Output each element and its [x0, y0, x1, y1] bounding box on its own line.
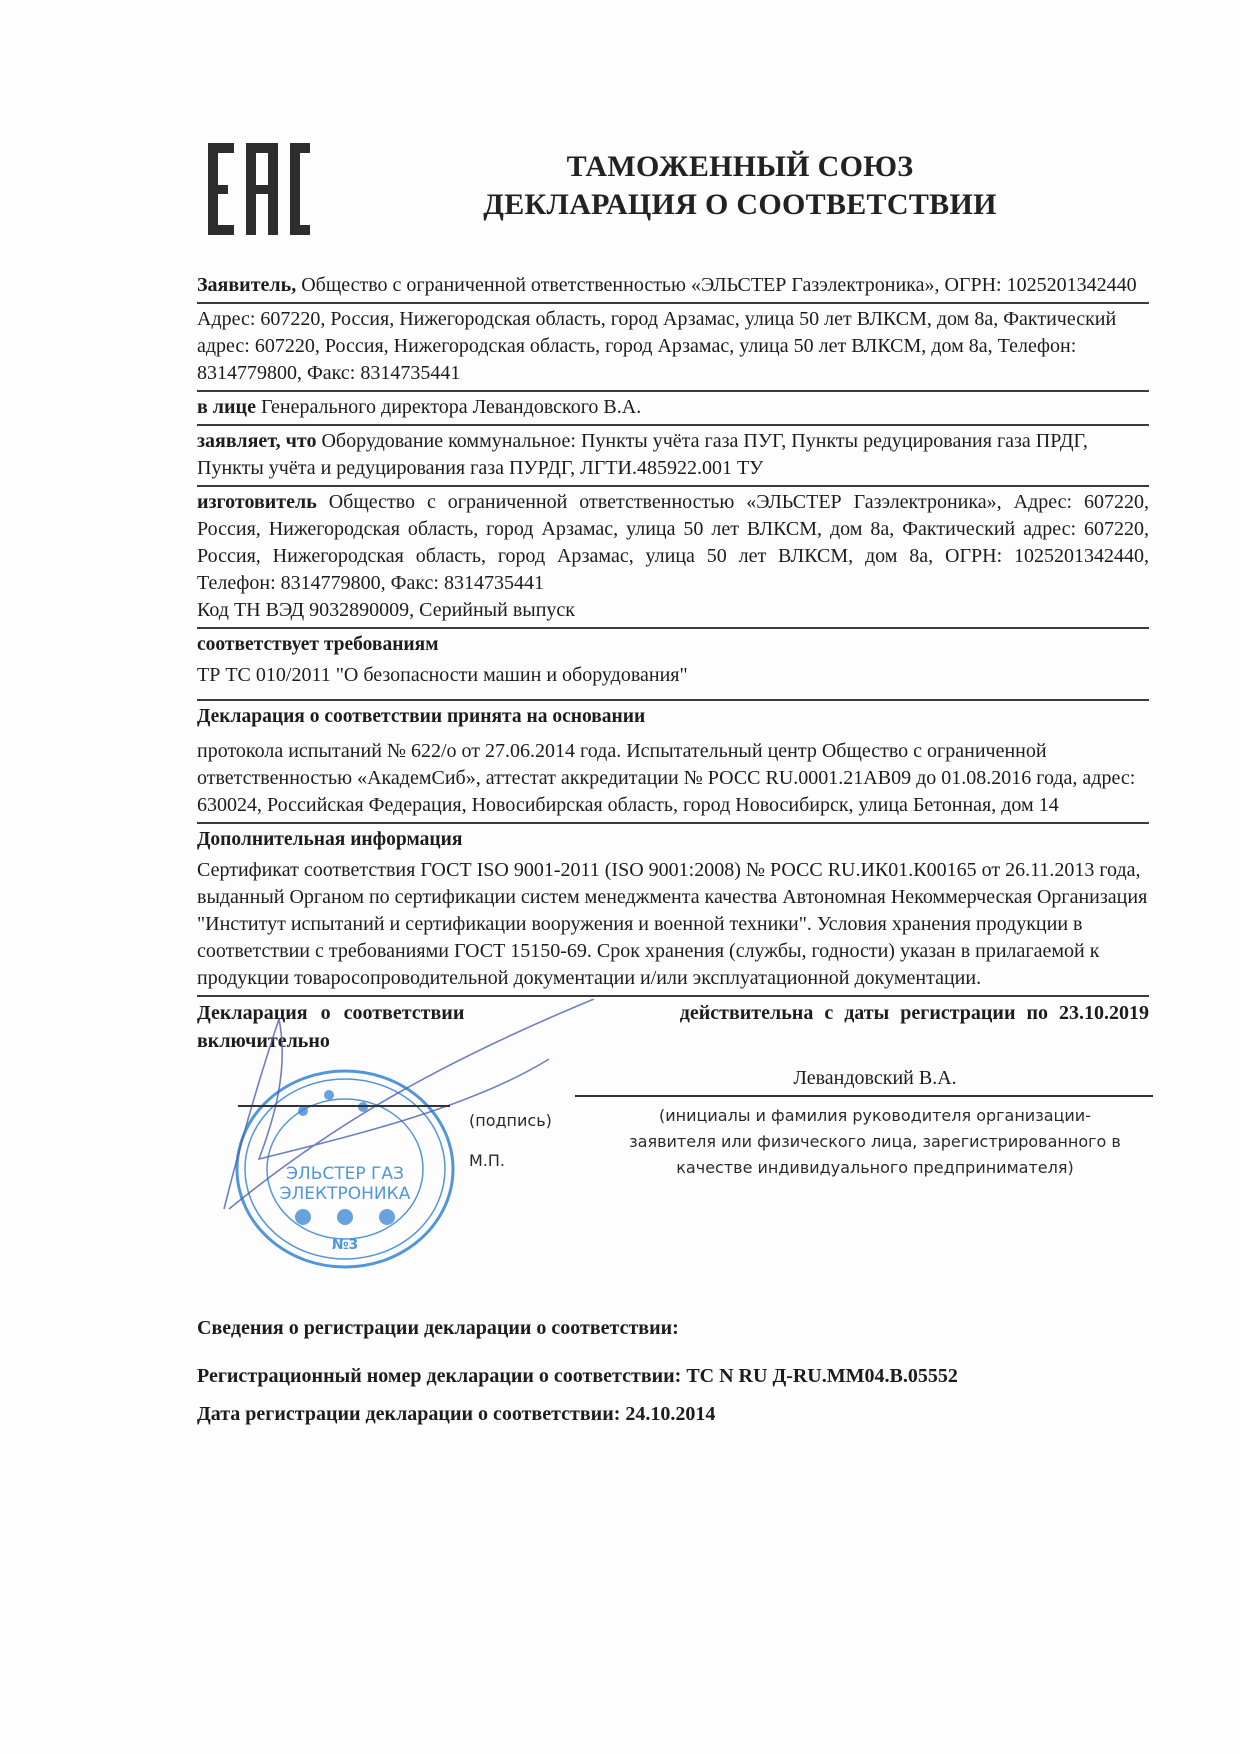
applicant-label: Заявитель, [197, 274, 297, 296]
additional-text: Сертификат соответствия ГОСТ ISO 9001-2011 (ISO 9001:2008) № РОСС RU.ИК01.К00165 от 26.11.2013 года, выданный Органом по сертификации систем менеджмента качества Автономная Некоммерческая Организация "Институт испытаний и сертификации вооружения и военной техники". Условия хранения продукции в соответствии с требованиями ГОСТ 15150-69. Срок хранения (службы, годности) указан в прилагаемой к продукции товаросопроводительной документации и/или эксплуатационной документации. [197, 859, 1148, 989]
validity-statement [197, 999, 1149, 1055]
declares-text: Оборудование коммунальное: Пункты учёта газа ПУГ, Пункты редуцирования газа ПРДГ, Пункты учёта и редуцирования газа ПУРДГ, ЛГТИ.485922.001 ТУ [197, 430, 1088, 479]
signer-name: Левандовский В.А. [793, 1067, 957, 1089]
additional-section [197, 824, 1149, 997]
basis-section [197, 701, 1149, 824]
manufacturer-text: Общество с ограниченной ответственностью «ЭЛЬСТЕР Газэлектроника», Адрес: 607220, Россия, Нижегородская область, город Арзамас, улица 50 лет ВЛКСМ, дом 8а, Фактический адрес: 607220, Россия, Нижегородская область, город Арзамас, улица 50 лет ВЛКСМ, дом 8а, ОГРН: 1025201342440, Телефон: 8314779800, Факс: 8314735441 [197, 491, 1149, 594]
validity-part3: включительно [197, 1030, 330, 1052]
signer-caption [575, 1103, 1175, 1181]
registration-number-label: Регистрационный номер декларации о соответствии: [197, 1365, 682, 1387]
registration-block [197, 1315, 1149, 1427]
document-title [420, 148, 1060, 224]
address-text: Адрес: 607220, Россия, Нижегородская область, город Арзамас, улица 50 лет ВЛКСМ, дом 8а, Фактический адрес: 607220, Россия, Нижегородская область, город Арзамас, улица 50 лет ВЛКСМ, дом 8а, Телефон: 8314779800, Факс: 8314735441 [197, 308, 1117, 384]
signer-caption-line3: качестве индивидуального предпринимателя) [676, 1158, 1074, 1177]
eac-logo [208, 143, 310, 235]
registration-title: Сведения о регистрации декларации о соответствии: [197, 1317, 679, 1339]
representative-label: в лице [197, 396, 256, 418]
signature-line [238, 1105, 450, 1107]
stamp-text-line1: ЭЛЬСТЕР ГАЗ [286, 1164, 404, 1184]
signer-name-line [575, 1095, 1153, 1097]
representative-text: Генерального директора Левандовского В.А. [255, 396, 642, 418]
signature-label: (подпись) [469, 1111, 552, 1130]
basis-heading: Декларация о соответствии принята на основании [197, 706, 646, 727]
representative-section [197, 392, 1149, 426]
registration-number-value: ТС N RU Д-RU.ММ04.В.05552 [686, 1365, 958, 1387]
declaration-body [197, 270, 1149, 1427]
signer-caption-line2: заявителя или физического лица, зарегистрированного в [629, 1132, 1121, 1151]
registration-date-value: 24.10.2014 [625, 1403, 716, 1425]
validity-part2: действительна с даты регистрации по 23.10.2019 [679, 1002, 1149, 1024]
requirements-section [197, 629, 1149, 701]
applicant-section [197, 270, 1149, 304]
registration-date-row [197, 1401, 1149, 1427]
additional-heading: Дополнительная информация [197, 829, 463, 850]
manufacturer-section [197, 487, 1149, 629]
signature-area [197, 1059, 1149, 1289]
declares-label: заявляет, что [197, 430, 317, 452]
manufacturer-label: изготовитель [197, 491, 317, 513]
declares-section [197, 426, 1149, 487]
signer-caption-line1: (инициалы и фамилия руководителя организации- [659, 1106, 1091, 1125]
registration-date-label: Дата регистрации декларации о соответствии: [197, 1403, 621, 1425]
address-section [197, 304, 1149, 392]
stamp-dots [295, 1090, 395, 1225]
registration-number-row [197, 1363, 1149, 1389]
stamp-place-label: М.П. [469, 1151, 506, 1170]
requirements-text: ТР ТС 010/2011 "О безопасности машин и оборудования" [197, 664, 688, 686]
stamp-number: №3 [331, 1237, 359, 1253]
title-customs-union: ТАМОЖЕННЫЙ СОЮЗ [566, 150, 914, 183]
title-declaration: ДЕКЛАРАЦИЯ О СООТВЕТСТВИИ [483, 188, 997, 221]
validity-part1: Декларация о соответствии [197, 1002, 465, 1024]
company-stamp [233, 1067, 458, 1272]
requirements-heading: соответствует требованиям [197, 634, 439, 655]
stamp-text-line2: ЭЛЕКТРОНИКА [279, 1184, 411, 1204]
manufacturer-code: Код ТН ВЭД 9032890009, Серийный выпуск [197, 599, 575, 621]
basis-text: протокола испытаний № 622/о от 27.06.2014 года. Испытательный центр Общество с ограниченной ответственностью «АкадемСиб», аттестат аккредитации № РОСС RU.0001.21АВ09 до 01.08.2016 года, адрес: 630024, Российская Федерация, Новосибирская область, город Новосибирск, улица Бетонная, дом 14 [197, 740, 1136, 816]
applicant-text: Общество с ограниченной ответственностью «ЭЛЬСТЕР Газэлектроника», ОГРН: 1025201342440 [296, 274, 1137, 296]
